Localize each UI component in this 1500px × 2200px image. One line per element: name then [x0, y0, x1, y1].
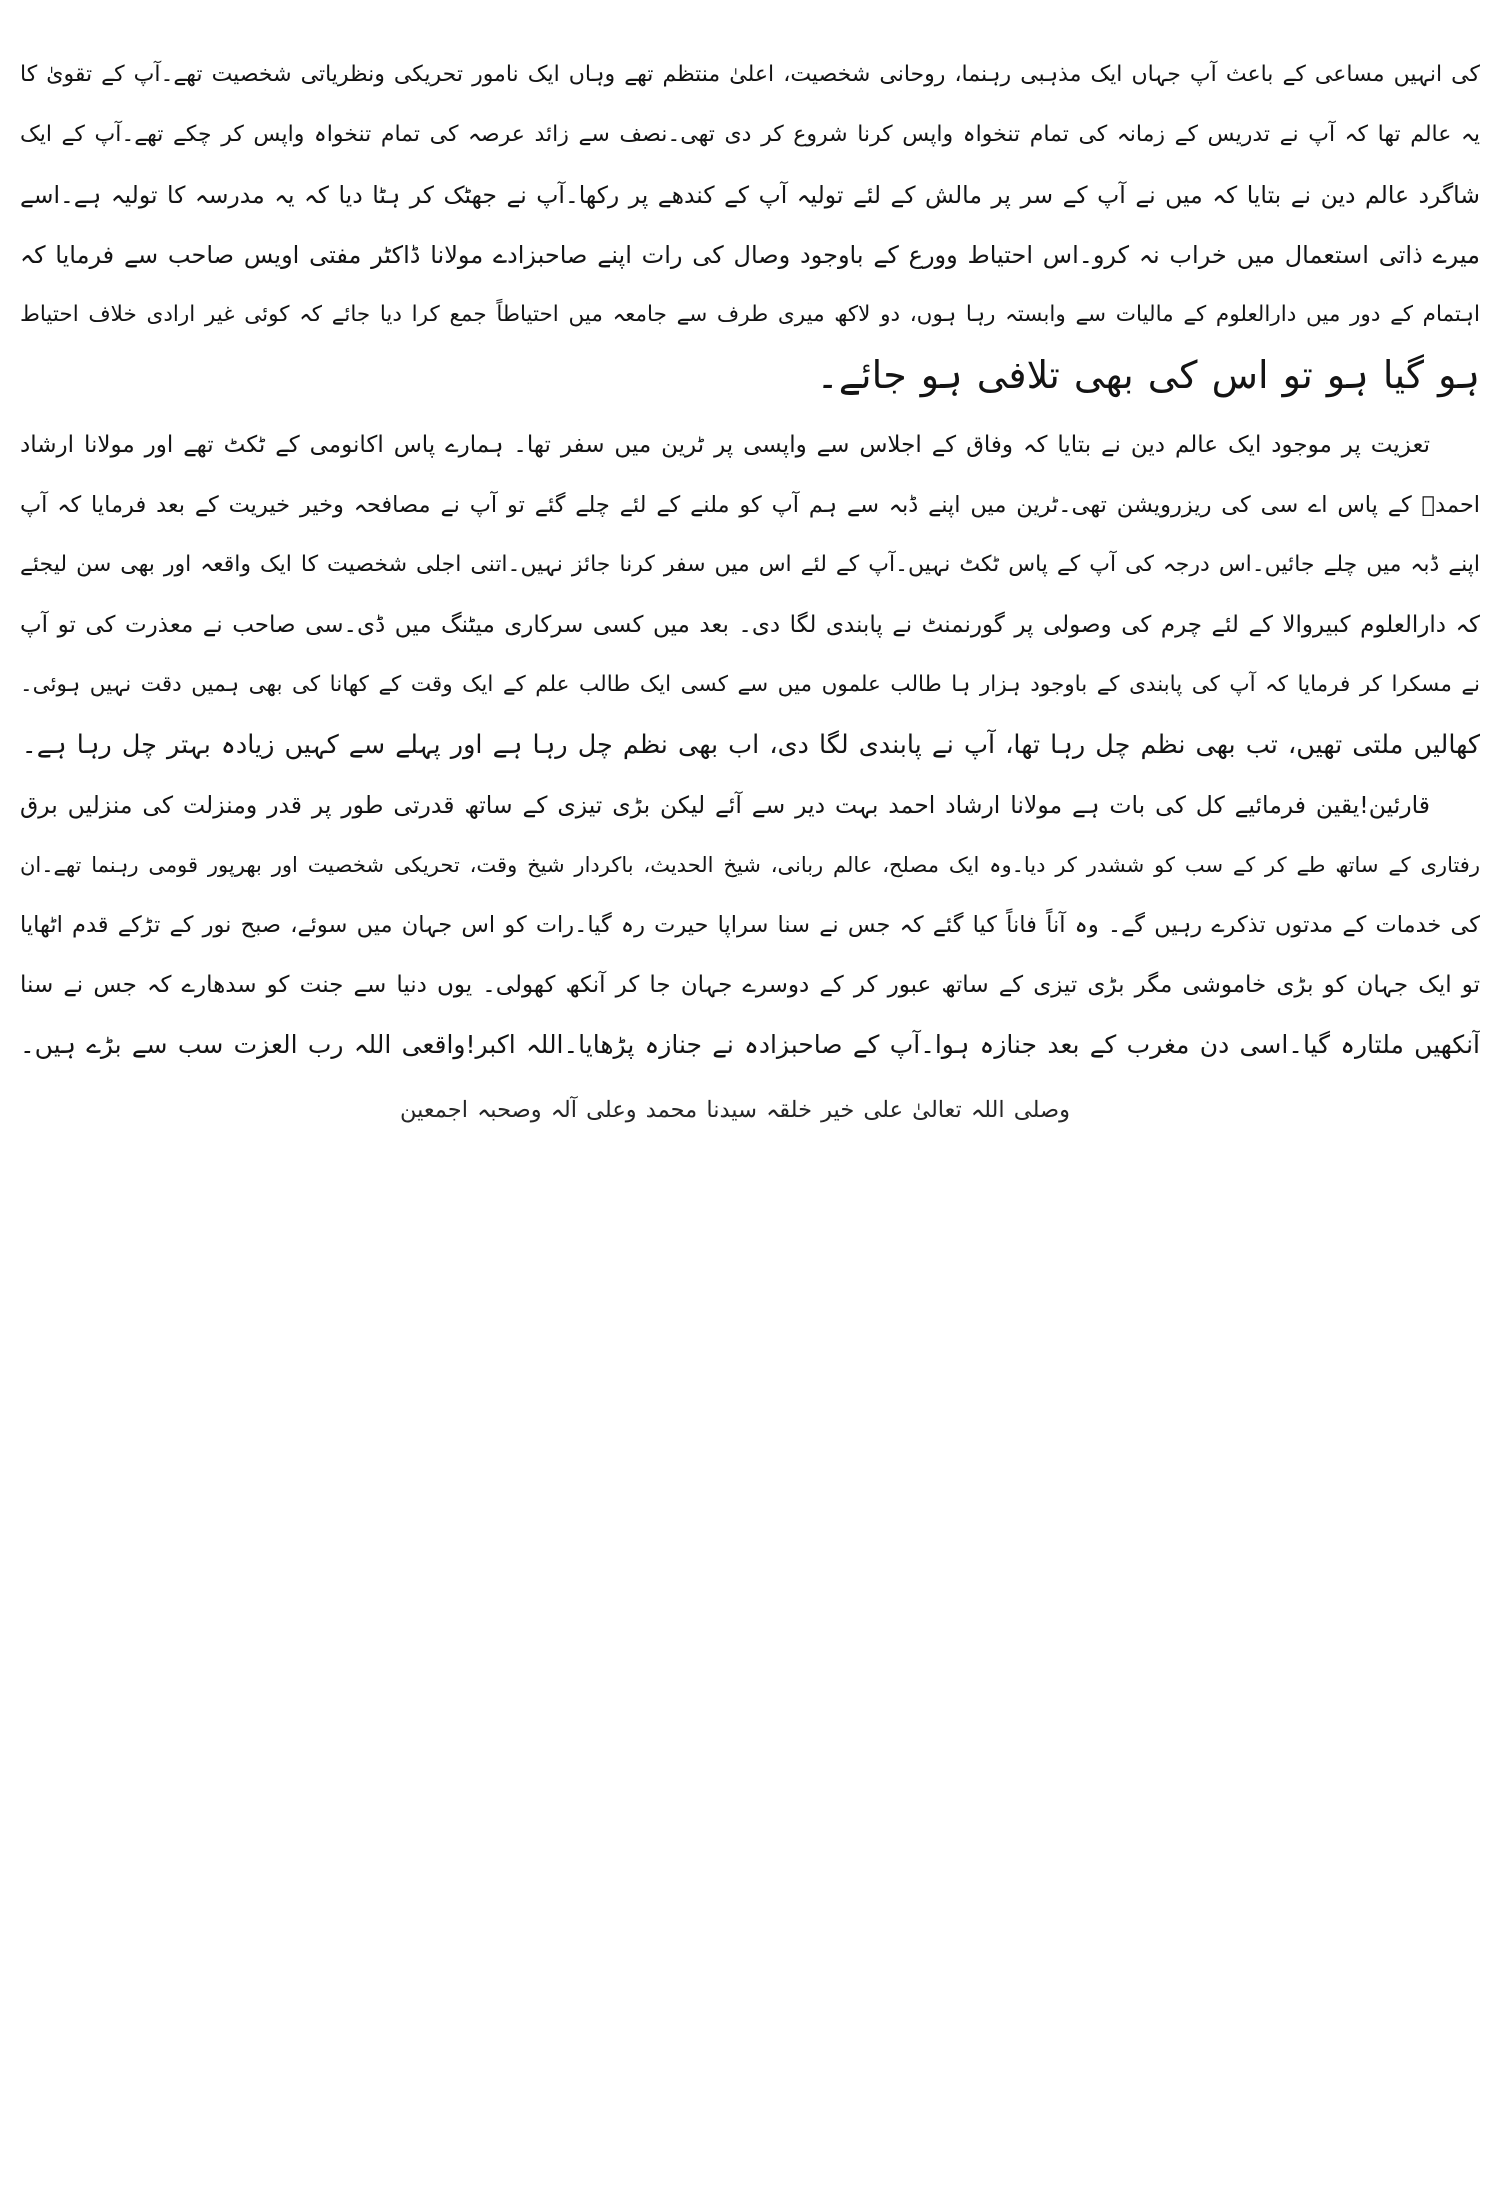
text-line: کی خدمات کے مدتوں تذکرے رہیں گے۔ وہ آناً فاناً کیا گئے کہ جس نے سنا سراپا حیرت رہ گیا۔رات کو اس جہان میں سوئے، صبح نور کے تڑکے قدم اٹھایا: [20, 912, 1480, 938]
text-line: تعزیت پر موجود ایک عالم دین نے بتایا کہ وفاق کے اجلاس سے واپسی پر ٹرین میں سفر تھا۔ ہمارے پاس اکانومی کے ٹکٹ تھے اور مولانا ارشاد: [20, 432, 1430, 458]
text-line: قارئین!یقین فرمائیے کل کی بات ہے مولانا ارشاد احمد بہت دیر سے آئے لیکن بڑی تیزی کے ساتھ قدرتی طور پر قدر ومنزلت کی منزلیں برق: [20, 791, 1430, 819]
text-line: میرے ذاتی استعمال میں خراب نہ کرو۔اس احتیاط وورع کے باوجود وصال کی رات اپنے صاحبزادے مولانا ڈاکٹر مفتی اویس صاحب سے فرمایا کہ: [20, 241, 1480, 269]
text-line: یہ عالم تھا کہ آپ نے تدریس کے زمانہ کی تمام تنخواہ واپس کرنا شروع کر دی تھی۔نصف سے زائد عرصہ کی تمام تنخواہ واپس کر چکے تھے۔آپ کے ایک: [20, 122, 1480, 147]
text-line: ہو گیا ہو تو اس کی بھی تلافی ہو جائے۔: [816, 353, 1480, 397]
text-line: کہ دارالعلوم کبیروالا کے لئے چرم کی وصولی پر گورنمنٹ نے پابندی لگا دی۔ بعد میں کسی سرکاری میٹنگ میں ڈی۔سی صاحب نے معذرت کی تو آپ: [20, 612, 1480, 638]
text-line: رفتاری کے ساتھ طے کر کے سب کو ششدر کر دیا۔وہ ایک مصلح، عالم ربانی، شیخ الحدیث، باکردار شیخ وقت، تحریکی شخصیت اور بھرپور قومی رہنما تھے۔ان: [20, 853, 1480, 877]
text-line: کھالیں ملتی تھیں، تب بھی نظم چل رہا تھا، آپ نے پابندی لگا دی، اب بھی نظم چل رہا ہے اور پہلے سے کہیں زیادہ بہتر چل رہا ہے۔: [21, 730, 1480, 760]
text-line: تو ایک جہان کو بڑی خاموشی مگر بڑی تیزی کے ساتھ عبور کر کے دوسرے جہان جا کر آنکھ کھولی۔ یوں دنیا سے جنت کو سدھارے کہ جس نے سنا: [20, 972, 1480, 998]
text-line: اپنے ڈبہ میں چلے جائیں۔اس درجہ کی آپ کے پاس ٹکٹ نہیں۔آپ کے لئے اس میں سفر کرنا جائز نہیں۔اتنی اجلی شخصیت کا ایک واقعہ اور بھی سن لیجئے: [20, 552, 1480, 577]
text-line: احمدؒ کے پاس اے سی کی ریزرویشن تھی۔ٹرین میں اپنے ڈبہ سے ہم آپ کو ملنے کے لئے چلے گئے تو آپ نے مصافحہ وخیر خیریت کے بعد فرمایا کہ آپ: [20, 492, 1480, 518]
closing-benediction: وصلی اللہ تعالیٰ علی خیر خلقہ سیدنا محمد وعلی آلہ وصحبہ اجمعین: [400, 1097, 1070, 1123]
text-line: آنکھیں ملتارہ گیا۔اسی دن مغرب کے بعد جنازہ ہوا۔آپ کے صاحبزادہ نے جنازہ پڑھایا۔اللہ اکبر!واقعی اللہ رب العزت سب سے بڑے ہیں۔: [20, 1030, 1480, 1059]
text-line: اہتمام کے دور میں دارالعلوم کے مالیات سے وابستہ رہا ہوں، دو لاکھ میری طرف سے جامعہ میں احتیاطاً جمع کرا دیا جائے کہ کوئی غیر ارادی خلاف احتیاط: [20, 302, 1480, 327]
text-line: کی انہیں مساعی کے باعث آپ جہاں ایک مذہبی رہنما، روحانی شخصیت، اعلیٰ منتظم تھے وہاں ایک نامور تحریکی ونظریاتی شخصیت تھے۔آپ کے تقویٰ کا: [20, 62, 1480, 87]
text-line: شاگرد عالم دین نے بتایا کہ میں نے آپ کے سر پر مالش کے لئے تولیہ آپ کے کندھے پر رکھا۔آپ نے جھٹک کر ہٹا دیا کہ یہ مدرسہ کا تولیہ ہے۔اسے: [20, 181, 1480, 209]
text-line: نے مسکرا کر فرمایا کہ آپ کی پابندی کے باوجود ہزار ہا طالب علموں میں سے کسی ایک طالب علم کے ایک وقت کے کھانا کی بھی ہمیں دقت نہیں ہوئی۔: [20, 672, 1480, 697]
